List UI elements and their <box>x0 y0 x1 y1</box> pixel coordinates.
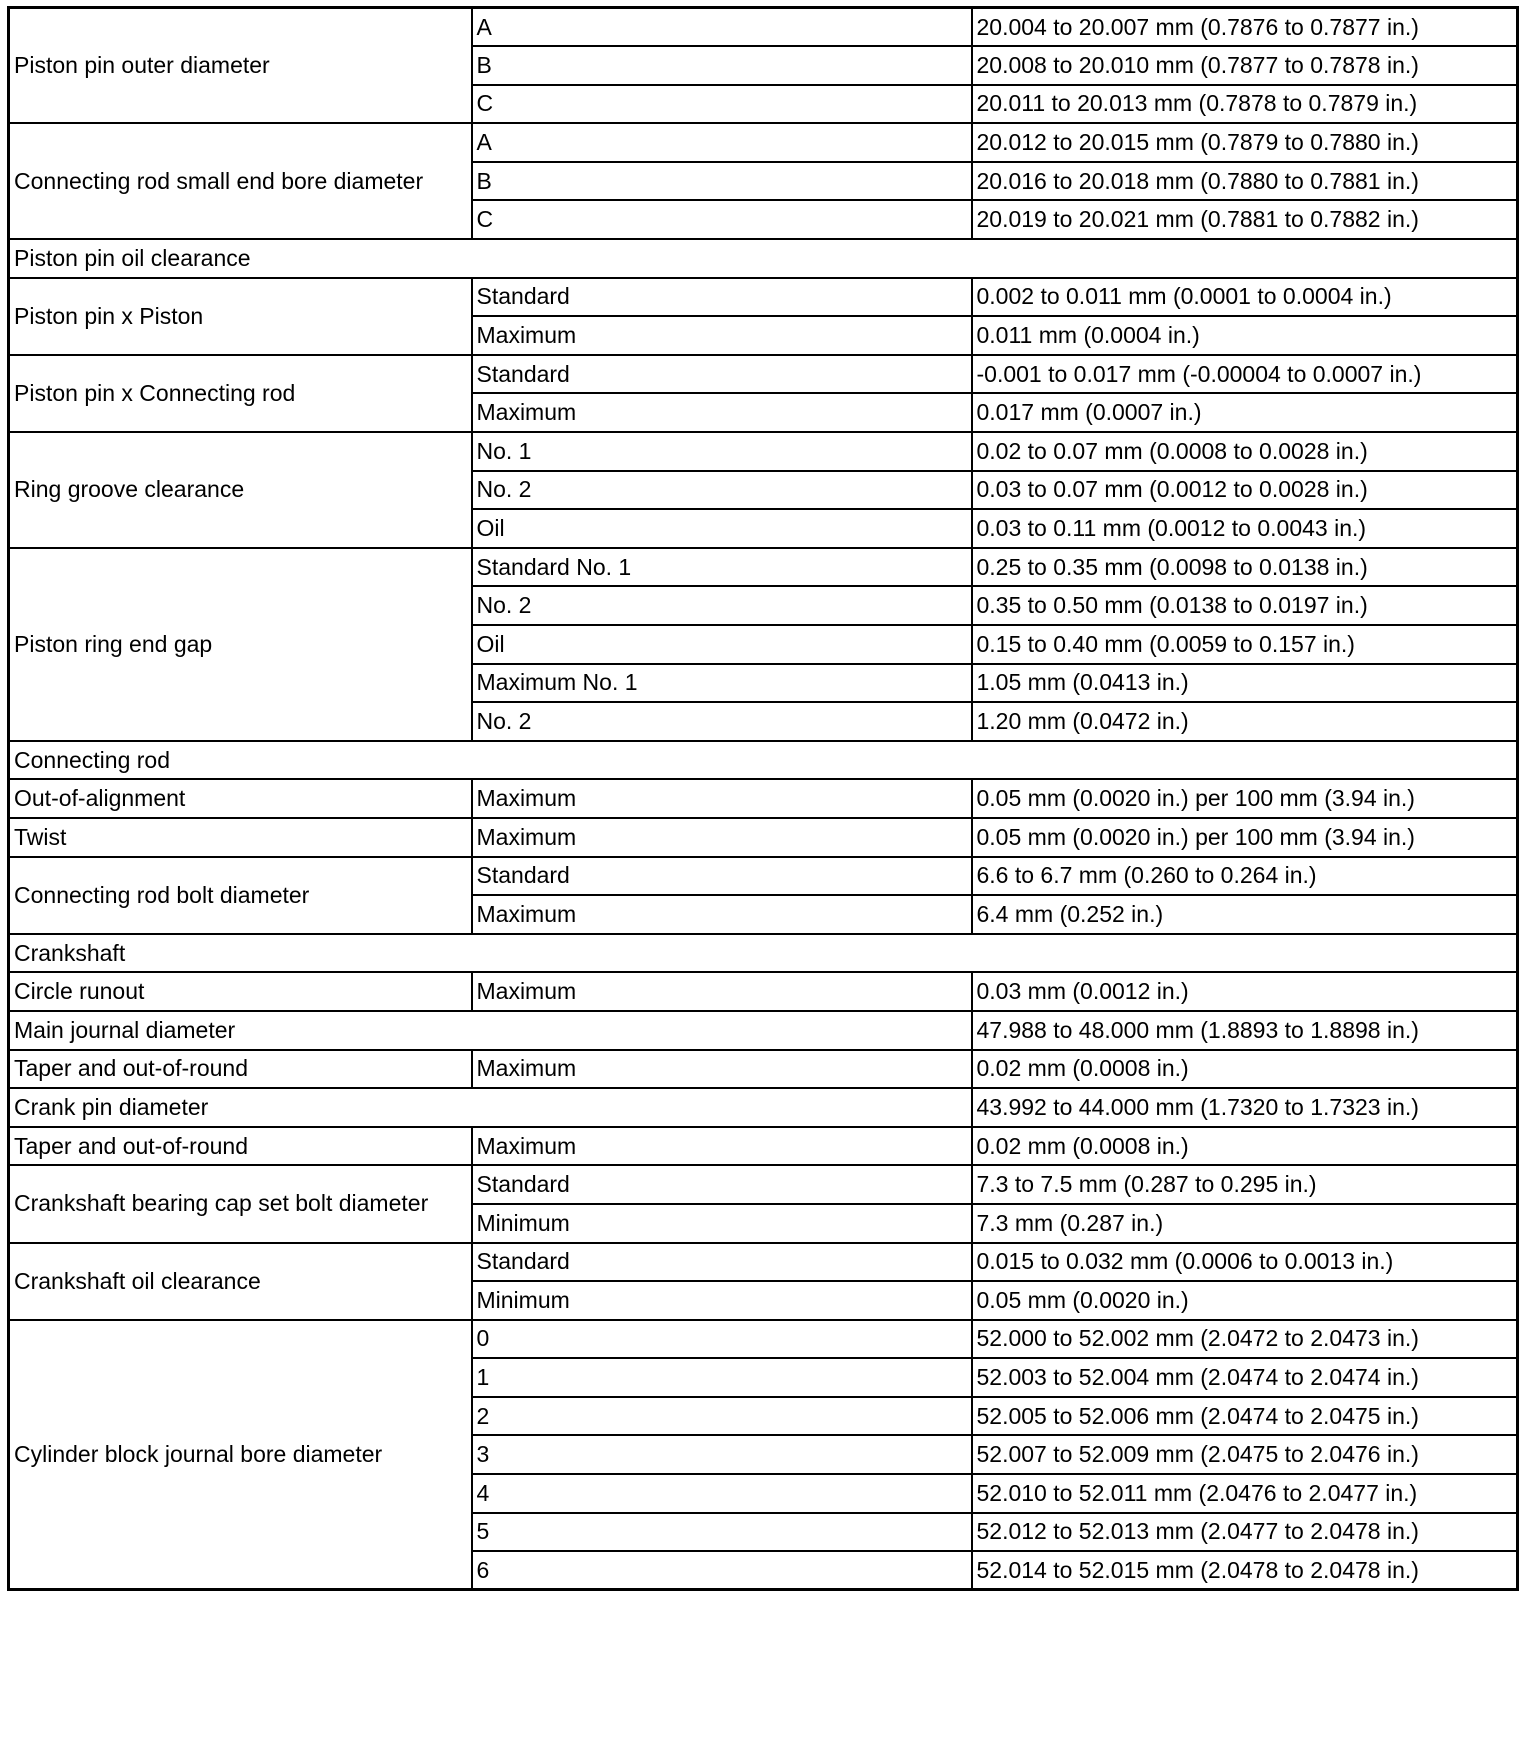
table-row <box>9 972 1518 1011</box>
spec-value: 52.014 to 52.015 mm (2.0478 to 2.0478 in.) <box>972 1551 1518 1590</box>
spec-condition: No. 1 <box>472 432 972 471</box>
spec-value: 47.988 to 48.000 mm (1.8893 to 1.8898 in.) <box>972 1011 1518 1050</box>
spec-condition: Maximum <box>472 895 972 934</box>
spec-item-label: Circle runout <box>9 972 472 1011</box>
spec-value: 0.25 to 0.35 mm (0.0098 to 0.0138 in.) <box>972 548 1518 587</box>
spec-condition: Maximum <box>472 393 972 432</box>
spec-item-label: Connecting rod small end bore diameter <box>9 123 472 239</box>
spec-condition: A <box>472 123 972 162</box>
table-row <box>9 1050 1518 1089</box>
spec-value: 7.3 to 7.5 mm (0.287 to 0.295 in.) <box>972 1165 1518 1204</box>
spec-item-label: Crankshaft bearing cap set bolt diameter <box>9 1165 472 1242</box>
spec-value: 20.008 to 20.010 mm (0.7877 to 0.7878 in.) <box>972 46 1518 85</box>
table-row <box>9 432 1518 471</box>
spec-value: 43.992 to 44.000 mm (1.7320 to 1.7323 in.) <box>972 1088 1518 1127</box>
table-row <box>9 1127 1518 1166</box>
spec-value: 0.03 to 0.11 mm (0.0012 to 0.0043 in.) <box>972 509 1518 548</box>
spec-condition: 4 <box>472 1474 972 1513</box>
table-row <box>9 123 1518 162</box>
spec-value: 0.03 to 0.07 mm (0.0012 to 0.0028 in.) <box>972 471 1518 510</box>
spec-condition: Standard <box>472 355 972 394</box>
spec-condition: Standard <box>472 857 972 896</box>
spec-condition: Standard <box>472 1243 972 1282</box>
spec-item-label: Crank pin diameter <box>9 1088 972 1127</box>
spec-condition: Maximum <box>472 818 972 857</box>
spec-condition: 2 <box>472 1397 972 1436</box>
spec-item-label: Piston pin outer diameter <box>9 8 472 124</box>
spec-condition: Maximum <box>472 972 972 1011</box>
spec-value: 0.05 mm (0.0020 in.) per 100 mm (3.94 in.) <box>972 818 1518 857</box>
section-row <box>9 239 1518 278</box>
section-heading: Connecting rod <box>9 741 1518 780</box>
spec-condition: No. 2 <box>472 586 972 625</box>
spec-value: 52.000 to 52.002 mm (2.0472 to 2.0473 in.) <box>972 1320 1518 1359</box>
spec-value: 0.015 to 0.032 mm (0.0006 to 0.0013 in.) <box>972 1243 1518 1282</box>
spec-value: -0.001 to 0.017 mm (-0.00004 to 0.0007 in.) <box>972 355 1518 394</box>
spec-condition: 0 <box>472 1320 972 1359</box>
table-row <box>9 1320 1518 1359</box>
spec-value: 20.004 to 20.007 mm (0.7876 to 0.7877 in.) <box>972 8 1518 47</box>
spec-condition: 1 <box>472 1358 972 1397</box>
spec-item-label: Ring groove clearance <box>9 432 472 548</box>
spec-value: 0.05 mm (0.0020 in.) <box>972 1281 1518 1320</box>
spec-item-label: Taper and out-of-round <box>9 1050 472 1089</box>
spec-condition: Standard <box>472 1165 972 1204</box>
spec-value: 0.002 to 0.011 mm (0.0001 to 0.0004 in.) <box>972 278 1518 317</box>
spec-condition: A <box>472 8 972 47</box>
spec-value: 20.012 to 20.015 mm (0.7879 to 0.7880 in.) <box>972 123 1518 162</box>
table-row <box>9 355 1518 394</box>
spec-value: 52.007 to 52.009 mm (2.0475 to 2.0476 in.) <box>972 1435 1518 1474</box>
spec-condition: Maximum No. 1 <box>472 664 972 703</box>
spec-value: 20.016 to 20.018 mm (0.7880 to 0.7881 in.) <box>972 162 1518 201</box>
spec-value: 1.05 mm (0.0413 in.) <box>972 664 1518 703</box>
spec-condition: Oil <box>472 509 972 548</box>
spec-condition: 3 <box>472 1435 972 1474</box>
spec-condition: Minimum <box>472 1204 972 1243</box>
spec-condition: Oil <box>472 625 972 664</box>
spec-condition: Standard No. 1 <box>472 548 972 587</box>
spec-condition: C <box>472 85 972 124</box>
table-row <box>9 779 1518 818</box>
table-row <box>9 857 1518 896</box>
spec-condition: Minimum <box>472 1281 972 1320</box>
spec-condition: C <box>472 200 972 239</box>
spec-value: 7.3 mm (0.287 in.) <box>972 1204 1518 1243</box>
section-row <box>9 741 1518 780</box>
spec-value: 52.010 to 52.011 mm (2.0476 to 2.0477 in.) <box>972 1474 1518 1513</box>
spec-condition: Maximum <box>472 1127 972 1166</box>
spec-value: 20.011 to 20.013 mm (0.7878 to 0.7879 in.) <box>972 85 1518 124</box>
spec-value: 52.012 to 52.013 mm (2.0477 to 2.0478 in.) <box>972 1513 1518 1552</box>
specification-table-body <box>9 8 1518 1590</box>
spec-value: 0.02 mm (0.0008 in.) <box>972 1127 1518 1166</box>
spec-value: 20.019 to 20.021 mm (0.7881 to 0.7882 in.) <box>972 200 1518 239</box>
spec-value: 0.05 mm (0.0020 in.) per 100 mm (3.94 in.) <box>972 779 1518 818</box>
spec-condition: B <box>472 46 972 85</box>
spec-value: 0.03 mm (0.0012 in.) <box>972 972 1518 1011</box>
spec-value: 52.005 to 52.006 mm (2.0474 to 2.0475 in.) <box>972 1397 1518 1436</box>
spec-sheet <box>7 6 1516 1746</box>
spec-value: 0.02 mm (0.0008 in.) <box>972 1050 1518 1089</box>
spec-item-label: Main journal diameter <box>9 1011 972 1050</box>
spec-condition: Standard <box>472 278 972 317</box>
table-row <box>9 548 1518 587</box>
table-row <box>9 818 1518 857</box>
spec-condition: 6 <box>472 1551 972 1590</box>
spec-condition: Maximum <box>472 1050 972 1089</box>
spec-condition: B <box>472 162 972 201</box>
spec-item-label: Taper and out-of-round <box>9 1127 472 1166</box>
spec-value: 6.6 to 6.7 mm (0.260 to 0.264 in.) <box>972 857 1518 896</box>
spec-item-label: Cylinder block journal bore diameter <box>9 1320 472 1590</box>
section-heading: Piston pin oil clearance <box>9 239 1518 278</box>
specification-table <box>7 6 1519 1591</box>
spec-condition: Maximum <box>472 316 972 355</box>
spec-value: 0.15 to 0.40 mm (0.0059 to 0.157 in.) <box>972 625 1518 664</box>
spec-condition: No. 2 <box>472 471 972 510</box>
section-row <box>9 934 1518 973</box>
spec-item-label: Twist <box>9 818 472 857</box>
table-row <box>9 1011 1518 1050</box>
table-row <box>9 278 1518 317</box>
table-row <box>9 8 1518 47</box>
spec-item-label: Crankshaft oil clearance <box>9 1243 472 1320</box>
table-row <box>9 1165 1518 1204</box>
spec-value: 0.017 mm (0.0007 in.) <box>972 393 1518 432</box>
spec-value: 6.4 mm (0.252 in.) <box>972 895 1518 934</box>
spec-item-label: Piston ring end gap <box>9 548 472 741</box>
table-row <box>9 1088 1518 1127</box>
spec-condition: Maximum <box>472 779 972 818</box>
spec-value: 52.003 to 52.004 mm (2.0474 to 2.0474 in.) <box>972 1358 1518 1397</box>
spec-item-label: Connecting rod bolt diameter <box>9 857 472 934</box>
spec-item-label: Out-of-alignment <box>9 779 472 818</box>
spec-value: 0.02 to 0.07 mm (0.0008 to 0.0028 in.) <box>972 432 1518 471</box>
spec-value: 0.011 mm (0.0004 in.) <box>972 316 1518 355</box>
table-row <box>9 1243 1518 1282</box>
spec-value: 1.20 mm (0.0472 in.) <box>972 702 1518 741</box>
spec-item-label: Piston pin x Connecting rod <box>9 355 472 432</box>
spec-value: 0.35 to 0.50 mm (0.0138 to 0.0197 in.) <box>972 586 1518 625</box>
spec-condition: 5 <box>472 1513 972 1552</box>
spec-item-label: Piston pin x Piston <box>9 278 472 355</box>
spec-condition: No. 2 <box>472 702 972 741</box>
section-heading: Crankshaft <box>9 934 1518 973</box>
